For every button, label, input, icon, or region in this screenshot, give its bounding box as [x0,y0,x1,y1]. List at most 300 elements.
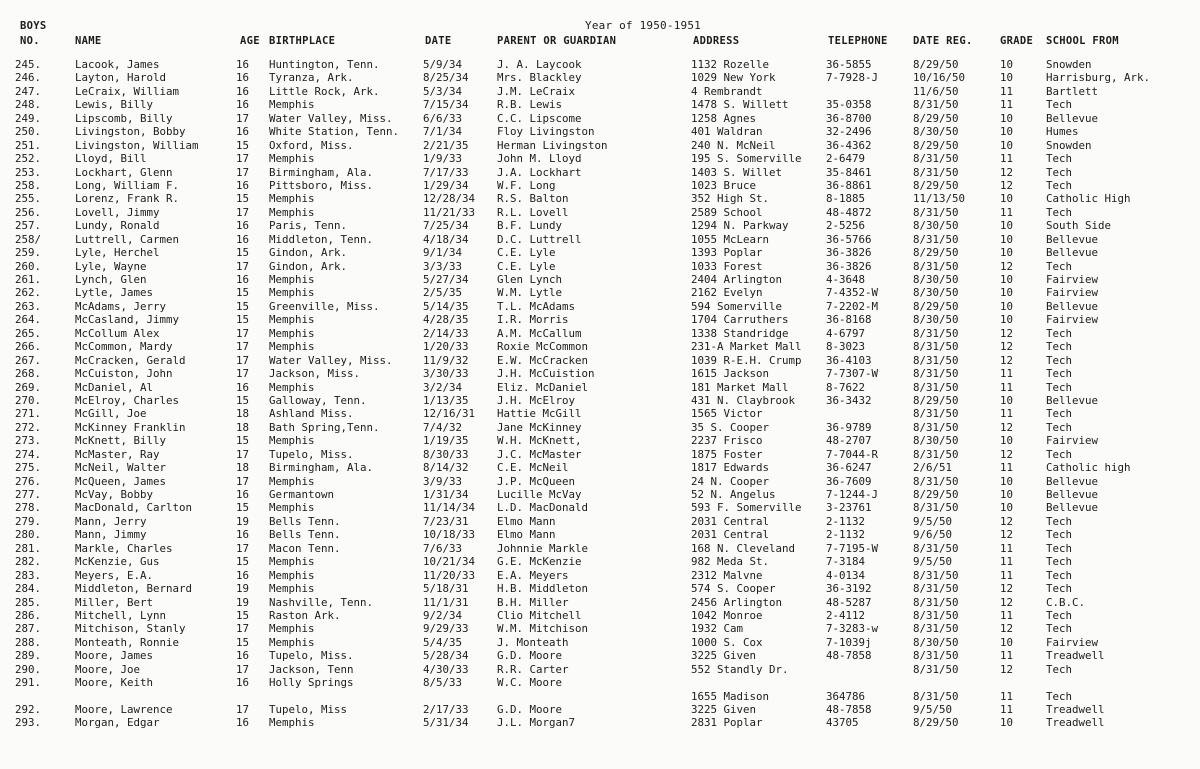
telephone-cell: 364786 [826,689,866,703]
birthplace-cell: Memphis [269,582,315,596]
birthplace-cell: Memphis [269,501,315,515]
student-name: McKnett, Billy [75,434,167,448]
address-cell: 1704 Carruthers [691,313,789,327]
address-cell: 4 Rembrandt [691,84,763,98]
row-number: 284. [15,582,42,596]
student-name: McVay, Bobby [75,488,154,501]
school-from-cell: Tech [1046,528,1073,542]
address-cell: 1932 Cam [691,622,744,636]
date-reg-cell: 8/31/50 [913,259,959,273]
school-from-cell: Treadwell [1046,703,1105,716]
date-reg-cell: 8/31/50 [913,340,959,354]
school-from-cell: Fairview [1046,434,1099,448]
address-cell: 1403 S. Willet [691,165,783,179]
parent-cell: I.R. Morris [497,313,569,327]
date-reg-cell: 8/30/50 [913,635,959,649]
telephone-cell: 7-3184 [826,555,866,569]
birthplace-cell: Bells Tenn. [269,514,341,528]
table-row [0,676,1200,689]
date-reg-cell: 8/31/50 [913,420,959,434]
school-from-cell: Bellevue [1046,488,1099,501]
birthplace-cell: Gindon, Ark. [269,259,348,273]
age-cell: 16 [236,568,250,582]
telephone-cell: 36-4103 [826,353,872,367]
row-number: 267. [15,353,42,367]
parent-cell: J.L. Morgan7 [497,716,576,730]
birthplace-cell: Memphis [269,568,315,582]
school-from-cell: Tech [1046,447,1073,461]
school-from-cell: Snowden [1046,58,1092,71]
age-cell: 17 [236,165,250,179]
grade-cell: 12 [1000,353,1014,367]
age-cell: 16 [236,125,250,139]
grade-cell: 12 [1000,326,1014,340]
birthplace-cell: Tupelo, Miss [269,703,348,716]
column-header-row [0,35,1200,49]
grade-cell: 12 [1000,340,1014,354]
row-number: 288. [15,635,42,649]
grade-cell: 10 [1000,434,1014,448]
student-name: McCollum Alex [75,326,160,340]
school-from-cell: Tech [1046,662,1073,676]
school-from-cell: Tech [1046,259,1073,273]
row-number: 261. [15,273,42,286]
grade-cell: 11 [1000,649,1014,663]
student-name: Miller, Bert [75,595,154,609]
student-name: Moore, Joe [75,662,141,676]
date-reg-cell: 8/29/50 [913,393,959,407]
telephone-cell: 4-0134 [826,568,866,582]
telephone-cell: 43705 [826,716,859,730]
row-number: 273. [15,434,42,448]
age-cell: 16 [236,232,250,246]
table-row [0,152,1200,165]
birth-date-cell: 11/14/34 [423,501,476,515]
student-name: Livingston, Bobby [75,125,186,139]
address-cell: 1338 Standridge [691,326,789,340]
birth-date-cell: 10/18/33 [423,528,476,542]
school-from-cell: Bellevue [1046,232,1099,246]
age-cell: 18 [236,420,250,434]
parent-cell: C.C. Lipscome [497,111,582,125]
year-title: Year of 1950-1951 [585,19,701,32]
parent-cell: J.C. McMaster [497,447,582,461]
address-cell: 24 N. Cooper [691,474,770,488]
age-cell: 15 [236,635,250,649]
table-row [0,273,1200,286]
parent-cell: Clio Mitchell [497,608,582,622]
parent-cell: R.R. Carter [497,662,569,676]
birth-date-cell: 2/21/35 [423,138,469,152]
date-reg-cell: 8/29/50 [913,178,959,192]
row-number: 258/ [15,232,42,246]
birth-date-cell: 8/30/33 [423,447,469,461]
student-name: Lynch, Glen [75,273,147,286]
date-reg-cell: 8/31/50 [913,582,959,596]
table-row [0,354,1200,367]
age-cell: 15 [236,501,250,515]
table-row [0,649,1200,662]
telephone-cell: 7-7044-R [826,447,879,461]
parent-cell: E.W. McCracken [497,353,589,367]
birthplace-cell: Memphis [269,286,315,300]
school-from-cell: Fairview [1046,273,1099,286]
birth-date-cell: 11/20/33 [423,568,476,582]
birth-date-cell: 7/17/33 [423,165,469,179]
age-cell: 18 [236,407,250,421]
telephone-cell: 7-7195-W [826,541,879,555]
row-number: 246. [15,71,42,85]
row-number: 265. [15,326,42,340]
grade-cell: 12 [1000,622,1014,636]
birthplace-cell: Memphis [269,313,315,327]
address-cell: 594 Somerville [691,299,783,313]
table-row [0,542,1200,555]
school-from-cell: Tech [1046,380,1073,394]
school-from-cell: Tech [1046,367,1073,381]
school-from-cell: Tech [1046,541,1073,555]
parent-cell: Elmo Mann [497,528,556,542]
school-from-cell: Fairview [1046,286,1099,300]
birth-date-cell: 12/28/34 [423,192,476,206]
age-cell: 17 [236,622,250,636]
birthplace-cell: Memphis [269,380,315,394]
parent-cell: B.F. Lundy [497,219,563,233]
address-cell: 2162 Evelyn [691,286,763,300]
date-reg-cell: 8/31/50 [913,367,959,381]
birthplace-cell: Memphis [269,326,315,340]
address-cell: 3225 Given [691,649,757,663]
school-from-cell: Tech [1046,582,1073,596]
telephone-cell: 48-7858 [826,649,872,663]
address-cell: 1000 S. Cox [691,635,763,649]
school-from-cell: Bellevue [1046,299,1099,313]
birthplace-cell: Germantown [269,488,335,501]
table-row [0,434,1200,447]
age-cell: 17 [236,111,250,125]
telephone-cell: 7-2202-M [826,299,879,313]
table-row [0,98,1200,111]
school-from-cell: Tech [1046,622,1073,636]
table-row [0,636,1200,649]
parent-cell: C.E. Lyle [497,259,556,273]
row-number: 276. [15,474,42,488]
birth-date-cell: 3/9/33 [423,474,463,488]
address-cell: 1029 New York [691,71,776,85]
address-cell: 552 Standly Dr. [691,662,789,676]
table-row [0,381,1200,394]
grade-cell: 10 [1000,71,1014,85]
row-number: 289. [15,649,42,663]
birth-date-cell: 5/4/35 [423,635,463,649]
birth-date-cell: 5/28/34 [423,649,469,663]
grade-cell: 11 [1000,461,1014,475]
grade-cell: 10 [1000,716,1014,730]
table-row [0,488,1200,501]
grade-cell: 10 [1000,125,1014,139]
grade-cell: 11 [1000,689,1014,703]
row-number: 260. [15,259,42,273]
grade-cell: 12 [1000,165,1014,179]
parent-cell: Lucille McVay [497,488,582,501]
address-cell: 2237 Frisco [691,434,763,448]
grade-header: GRADE [1000,35,1034,47]
table-row [0,582,1200,595]
address-cell: 2404 Arlington [691,273,783,286]
address-cell: 1132 Rozelle [691,58,770,71]
telephone-cell: 8-3023 [826,340,866,354]
age-cell: 16 [236,380,250,394]
grade-cell: 12 [1000,595,1014,609]
row-number: 281. [15,541,42,555]
parent-cell: R.L. Lovell [497,205,569,219]
school-from-cell: Tech [1046,340,1073,354]
table-row [0,367,1200,380]
table-row [0,300,1200,313]
row-number: 252. [15,152,42,166]
student-name: McKenzie, Gus [75,555,160,569]
school-from-cell: Tech [1046,178,1073,192]
age-cell: 15 [236,286,250,300]
address-cell: 2031 Central [691,514,770,528]
telephone-cell: 2-4112 [826,608,866,622]
date-reg-cell: 8/31/50 [913,474,959,488]
student-name: McElroy, Charles [75,393,180,407]
row-number: 291. [15,676,42,690]
grade-cell: 10 [1000,192,1014,206]
school-from-cell: Tech [1046,98,1073,112]
student-name: Lewis, Billy [75,98,154,112]
age-cell: 17 [236,152,250,166]
table-row [0,515,1200,528]
age-cell: 17 [236,340,250,354]
address-cell: 1055 McLearn [691,232,770,246]
telephone-cell: 8-1885 [826,192,866,206]
row-number: 271. [15,407,42,421]
grade-cell: 10 [1000,313,1014,327]
birth-date-cell: 5/9/34 [423,58,463,71]
student-name: Lockhart, Glenn [75,165,173,179]
parent-cell: G.D. Moore [497,649,563,663]
age-cell: 15 [236,246,250,260]
age-cell: 17 [236,353,250,367]
birthplace-cell: Birmingham, Ala. [269,461,374,475]
row-number: 268. [15,367,42,381]
birthplace-cell: Memphis [269,152,315,166]
birth-date-cell: 11/21/33 [423,205,476,219]
birthplace-cell: Raston Ark. [269,608,341,622]
date-reg-cell: 8/29/50 [913,488,959,501]
age-cell: 16 [236,71,250,85]
row-number: 264. [15,313,42,327]
telephone-cell: 35-8461 [826,165,872,179]
table-row [0,286,1200,299]
date-reg-cell: 8/29/50 [913,138,959,152]
age-cell: 15 [236,192,250,206]
birthplace-cell: Macon Tenn. [269,541,341,555]
parent-cell: Hattie McGill [497,407,582,421]
telephone-cell: 32-2496 [826,125,872,139]
date-reg-cell: 8/31/50 [913,205,959,219]
address-cell: 1039 R-E.H. Crump [691,353,802,367]
row-number: 247. [15,84,42,98]
telephone-cell: 2-5256 [826,219,866,233]
birth-date-cell: 7/23/31 [423,514,469,528]
row-number: 282. [15,555,42,569]
table-row [0,555,1200,568]
telephone-cell: 36-3432 [826,393,872,407]
school-from-cell: Bellevue [1046,246,1099,260]
age-cell: 18 [236,461,250,475]
birthplace-cell: Oxford, Miss. [269,138,354,152]
table-row [0,327,1200,340]
row-number: 245. [15,58,42,71]
school-from-cell: Tech [1046,353,1073,367]
birth-date-cell: 1/20/33 [423,340,469,354]
telephone-cell: 2-6479 [826,152,866,166]
grade-cell: 10 [1000,273,1014,286]
date-reg-cell: 11/6/50 [913,84,959,98]
address-cell: 1565 Victor [691,407,763,421]
telephone-cell: 36-6247 [826,461,872,475]
parent-cell: L.D. MacDonald [497,501,589,515]
birthplace-cell: Memphis [269,622,315,636]
grade-cell: 12 [1000,447,1014,461]
student-name: McNeil, Walter [75,461,167,475]
address-cell: 1817 Edwards [691,461,770,475]
birthplace-cell: Bath Spring,Tenn. [269,420,380,434]
birthplace-cell: Jackson, Tenn [269,662,354,676]
date-reg-cell: 8/29/50 [913,299,959,313]
table-row [0,340,1200,353]
name-header: NAME [75,35,102,47]
table-row [0,166,1200,179]
grade-cell: 10 [1000,488,1014,501]
school-from-cell: Tech [1046,165,1073,179]
school-from-cell: C.B.C. [1046,595,1086,609]
table-row [0,71,1200,84]
table-row [0,192,1200,205]
student-name: Lovell, Jimmy [75,205,160,219]
boys-label: BOYS [20,20,47,32]
student-name: Mitchell, Lynn [75,608,167,622]
table-row [0,233,1200,246]
student-name: McQueen, James [75,474,167,488]
student-name: Lundy, Ronald [75,219,160,233]
date-reg-cell: 8/31/50 [913,326,959,340]
birthplace-cell: Memphis [269,273,315,286]
table-row [0,528,1200,541]
grade-cell: 10 [1000,474,1014,488]
row-number: 251. [15,138,42,152]
row-number: 285. [15,595,42,609]
address-cell: 35 S. Cooper [691,420,770,434]
parent-cell: Mrs. Blackley [497,71,582,85]
date-reg-cell: 11/13/50 [913,192,966,206]
address-cell: 593 F. Somerville [691,501,802,515]
school-from-cell: Tech [1046,205,1073,219]
birth-date-cell: 7/1/34 [423,125,463,139]
birthplace-cell: Memphis [269,474,315,488]
birthplace-cell: Memphis [269,340,315,354]
birth-date-cell: 2/17/33 [423,703,469,716]
student-name: Lloyd, Bill [75,152,147,166]
grade-cell: 12 [1000,528,1014,542]
table-row [0,179,1200,192]
age-cell: 16 [236,676,250,690]
birth-date-cell: 10/21/34 [423,555,476,569]
birthplace-cell: Gindon, Ark. [269,246,348,260]
birth-date-cell: 2/14/33 [423,326,469,340]
student-name: McDaniel, Al [75,380,154,394]
no-header: NO. [20,35,40,47]
parent-cell: Johnnie Markle [497,541,589,555]
birth-date-cell: 12/16/31 [423,407,476,421]
student-name: Lacook, James [75,58,160,71]
row-number: 266. [15,340,42,354]
grade-cell: 10 [1000,219,1014,233]
row-number: 280. [15,528,42,542]
table-row [0,501,1200,514]
table-row [0,569,1200,582]
table-row [0,622,1200,635]
date-reg-cell: 8/29/50 [913,246,959,260]
row-number: 286. [15,608,42,622]
age-cell: 16 [236,84,250,98]
grade-cell: 11 [1000,84,1014,98]
student-name: McKinney Franklin [75,420,186,434]
date-reg-cell: 9/5/50 [913,555,953,569]
table-row [0,407,1200,420]
address-cell: 1258 Agnes [691,111,757,125]
address-cell: 1615 Jackson [691,367,770,381]
parent-cell: J.A. Lockhart [497,165,582,179]
age-cell: 17 [236,326,250,340]
student-name: McCasland, Jimmy [75,313,180,327]
table-row [0,596,1200,609]
date-reg-cell: 8/30/50 [913,273,959,286]
school-from-cell: Tech [1046,152,1073,166]
table-row [0,219,1200,232]
telephone-cell: 36-4362 [826,138,872,152]
student-name: Lorenz, Frank R. [75,192,180,206]
birthplace-cell: Middleton, Tenn. [269,232,374,246]
parent-cell: C.E. Lyle [497,246,556,260]
student-name: Mann, Jimmy [75,528,147,542]
address-cell: 1875 Foster [691,447,763,461]
birthplace-cell: Tupelo, Miss. [269,447,354,461]
table-row [0,716,1200,729]
date-reg-cell: 8/31/50 [913,232,959,246]
birth-date-cell: 1/9/33 [423,152,463,166]
grade-cell: 10 [1000,138,1014,152]
birthplace-cell: Memphis [269,98,315,112]
address-cell: 352 High St. [691,192,770,206]
date-reg-cell: 8/31/50 [913,568,959,582]
telephone-cell: 36-8861 [826,178,872,192]
grade-cell: 11 [1000,380,1014,394]
date-reg-cell: 8/29/50 [913,716,959,730]
birthplace-cell: Jackson, Miss. [269,367,361,381]
school-from-cell: Tech [1046,420,1073,434]
date-reg-cell: 8/30/50 [913,125,959,139]
date-reg-cell: 8/31/50 [913,98,959,112]
age-cell: 16 [236,649,250,663]
date-reg-cell: 8/31/50 [913,353,959,367]
address-cell: 2589 School [691,205,763,219]
school-from-cell: Snowden [1046,138,1092,152]
grade-cell: 11 [1000,703,1014,716]
